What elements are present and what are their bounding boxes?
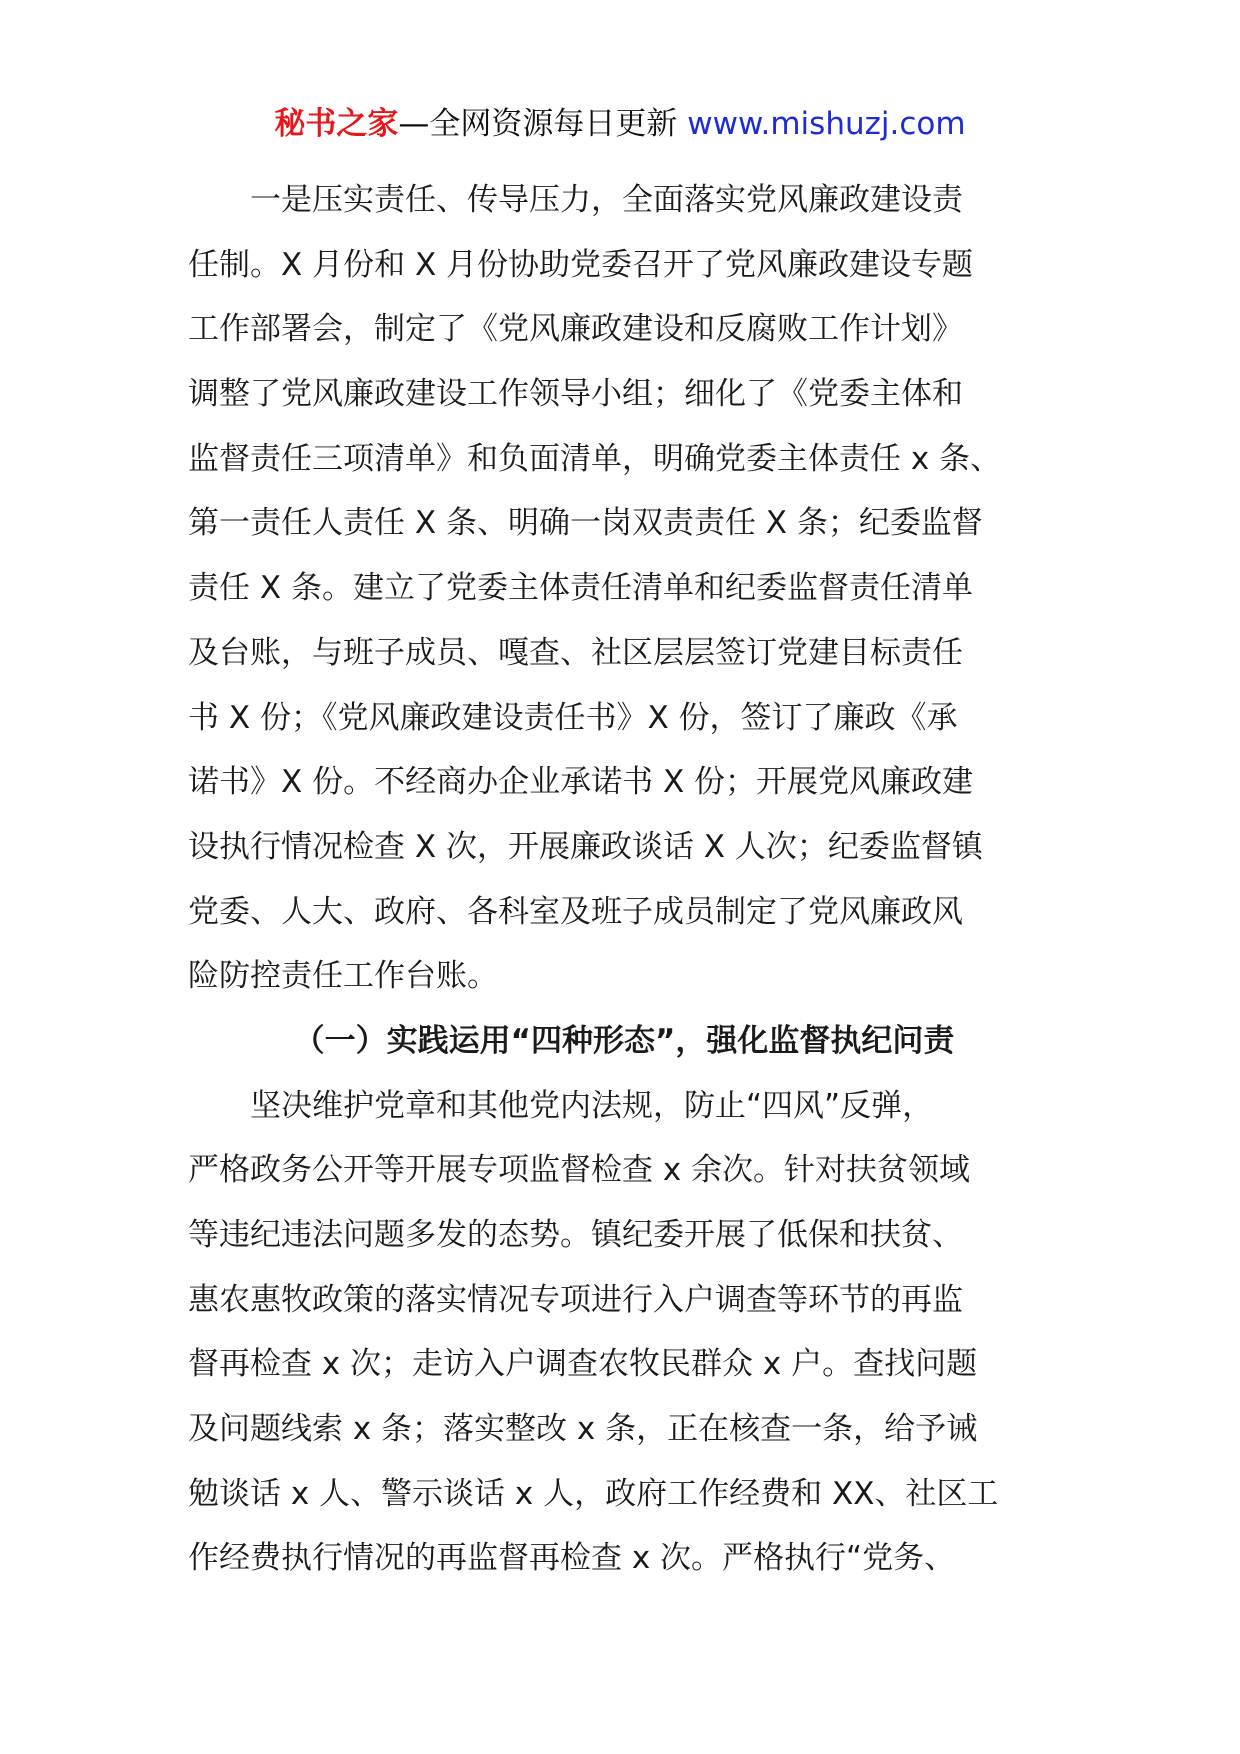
- paragraph-line: 作经费执行情况的再监督再检查 x 次。严格执行“党务、: [188, 1540, 956, 1577]
- paragraph-line: 及问题线索 x 条；落实整改 x 条，正在核查一条，给予诫: [188, 1411, 978, 1448]
- header-tagline: —全网资源每日更新: [398, 106, 688, 142]
- paragraph-line: 监督责任三项清单》和负面清单，明确党委主体责任 x 条、: [188, 440, 1002, 477]
- paragraph-line: 等违纪违法问题多发的态势。镇纪委开展了低保和扶贫、: [188, 1217, 963, 1253]
- paragraph-line: 第一责任人责任 X 条、明确一岗双责责任 X 条；纪委监督: [188, 505, 983, 542]
- paragraph-line: 及台账，与班子成员、嘎查、社区层层签订党建目标责任: [188, 634, 963, 671]
- paragraph-line: 一是压实责任、传导压力，全面落实党风廉政建设责: [188, 182, 963, 218]
- paragraph-line: 诺书》X 份。不经商办企业承诺书 X 份；开展党风廉政建: [188, 764, 974, 801]
- paragraph-line: 勉谈话 x 人、警示谈话 x 人，政府工作经费和 XX、社区工: [188, 1475, 999, 1512]
- paragraph-line: 坚决维护党章和其他党内法规，防止“四风”反弹，: [188, 1087, 934, 1124]
- paragraph-line: 任制。X 月份和 X 月份协助党委召开了党风廉政建设专题: [188, 246, 974, 283]
- paragraph-line: 督再检查 x 次；走访入户调查农牧民群众 x 户。查找问题: [188, 1346, 978, 1383]
- site-header: [0, 102, 1240, 146]
- paragraph-line: 设执行情况检查 X 次，开展廉政谈话 X 人次；纪委监督镇: [188, 828, 983, 865]
- paragraph-line: 党委、人大、政府、各科室及班子成员制定了党风廉政风: [188, 893, 963, 930]
- paragraph-line: 严格政务公开等开展专项监督检查 x 余次。针对扶贫领域: [188, 1152, 971, 1189]
- paragraph-line: 责任 X 条。建立了党委主体责任清单和纪委监督责任清单: [188, 570, 973, 607]
- paragraph-line: 工作部署会，制定了《党风廉政建设和反腐败工作计划》: [188, 311, 963, 348]
- paragraph-line: 调整了党风廉政建设工作领导小组；细化了《党委主体和: [188, 376, 963, 413]
- brand-name: 秘书之家: [274, 106, 399, 142]
- paragraph-line: 惠农惠牧政策的落实情况专项进行入户调查等环节的再监: [188, 1281, 963, 1318]
- paragraph-line: 书 X 份；《党风廉政建设责任书》X 份，签订了廉政《承: [188, 699, 958, 736]
- paragraph-line: 险防控责任工作台账。: [188, 958, 498, 995]
- document-body: [188, 168, 1060, 1591]
- site-url-link[interactable]: www.mishuzj.com: [687, 106, 966, 142]
- section-heading: （一）实践运用“四种形态”，强化监督执纪问责: [293, 1022, 955, 1059]
